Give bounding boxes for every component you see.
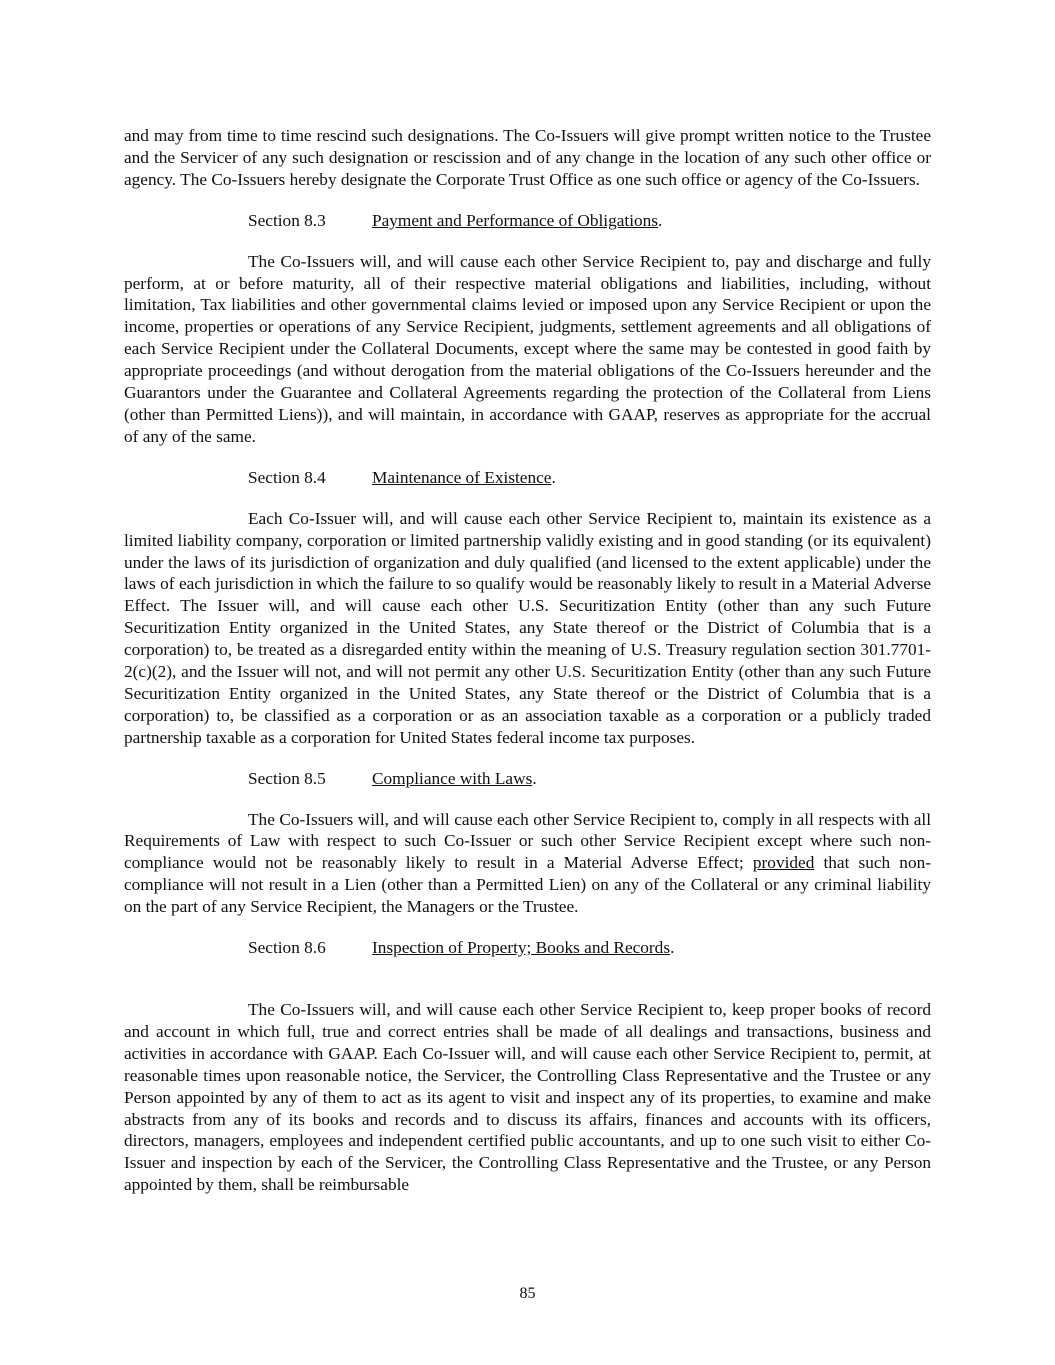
section-title: Payment and Performance of Obligations [372, 210, 659, 230]
section-8-5-body [124, 809, 931, 919]
heading-period: . [532, 768, 537, 788]
section-8-4-body: Each Co-Issuer will, and will cause each other Service Recipient to, maintain its existence as a limited liability company, corporation or limited partnership validly existing and in good standing (or its equivalent) under the laws of its jurisdiction of organization and duly qualified (and licensed to the extent applicable) under the laws of each jurisdiction in which the failure to so qualify would be reasonably likely to result in a Material Adverse Effect. The Issuer will, and will cause each other U.S. Securitization Entity (other than any such Future Securitization Entity organized in the United States, any State thereof or the District of Columbia that is a corporation) to, be treated as a disregarded entity within the meaning of U.S. Treasury regulation section 301.7701-2(c)(2), and the Issuer will not, and will not permit any other U.S. Securitization Entity (other than any such Future Securitization Entity organized in the United States, any State thereof or the District of Columbia that is a corporation) to, be classified as a corporation or as an association taxable as a corporation or a publicly traded partnership taxable as a corporation for United States federal income tax purposes. [124, 508, 931, 747]
document-page [124, 125, 931, 1196]
body-text: that such non-compliance will not result in a Lien (other than a Permitted Lien) on any of the Collateral or any criminal liability on the part of any Service Recipient, the Managers or the Trustee. [124, 853, 931, 917]
page-number: 85 [519, 1285, 536, 1302]
section-number: Section 8.3 [248, 210, 326, 230]
section-8-6-heading [124, 937, 931, 959]
section-number: Section 8.6 [248, 938, 326, 958]
section-title: Compliance with Laws [372, 768, 533, 788]
heading-period: . [551, 467, 556, 487]
section-title: Inspection of Property; Books and Records [372, 938, 671, 958]
section-8-3-heading [124, 210, 931, 232]
section-8-5-heading [124, 768, 931, 790]
intro-paragraph: and may from time to time rescind such designations. The Co-Issuers will give prompt written notice to the Trustee and the Servicer of any such designation or rescission and of any change in the location of any such other office or agency. The Co-Issuers hereby designate the Corporate Trust Office as one such office or agency of the Co-Issuers. [124, 126, 931, 189]
heading-period: . [670, 938, 675, 958]
section-8-3-body: The Co-Issuers will, and will cause each other Service Recipient to, pay and discharge and fully perform, at or before maturity, all of their respective material obligations and liabilities, including, without limitation, Tax liabilities and other governmental claims levied or imposed upon any Service Recipient or upon the income, properties or operations of any Service Recipient, judgments, settlement agreements and all obligations of each Service Recipient under the Collateral Documents, except where the same may be contested in good faith by appropriate proceedings (and without derogation from the material obligations of the Co-Issuers hereunder and the Guarantors under the Guarantee and Collateral Agreements regarding the protection of the Collateral from Liens (other than Permitted Liens)), and will maintain, in accordance with GAAP, reserves as appropriate for the accrual of any of the same. [124, 251, 931, 446]
section-number: Section 8.4 [248, 467, 326, 487]
section-title: Maintenance of Existence [372, 467, 552, 487]
body-text: The Co-Issuers will, and will cause each other Service Recipient to, comply in all respects with all Requirements of Law with respect to such Co-Issuer or such other Service Recipient except where such non-compliance would not be reasonably likely to result in a Material Adverse Effect; [124, 809, 931, 873]
section-number: Section 8.5 [248, 768, 326, 788]
section-8-6-body: The Co-Issuers will, and will cause each other Service Recipient to, keep proper books of record and account in which full, true and correct entries shall be made of all dealings and transactions, business and activities in accordance with GAAP. Each Co-Issuer will, and will cause each other Service Recipient to, permit, at reasonable times upon reasonable notice, the Servicer, the Controlling Class Representative and the Trustee or any Person appointed by any of them to act as its agent to visit and inspect any of its properties, to examine and make abstracts from any of its books and records and to discuss its affairs, finances and accounts with its officers, directors, managers, employees and independent certified public accountants, and up to one such visit to either Co-Issuer and inspection by each of the Servicer, the Controlling Class Representative and the Trustee, or any Person appointed by them, shall be reimbursable [124, 1000, 931, 1195]
provided-term: provided [752, 853, 815, 873]
heading-period: . [658, 210, 663, 230]
section-8-4-heading [124, 467, 931, 489]
